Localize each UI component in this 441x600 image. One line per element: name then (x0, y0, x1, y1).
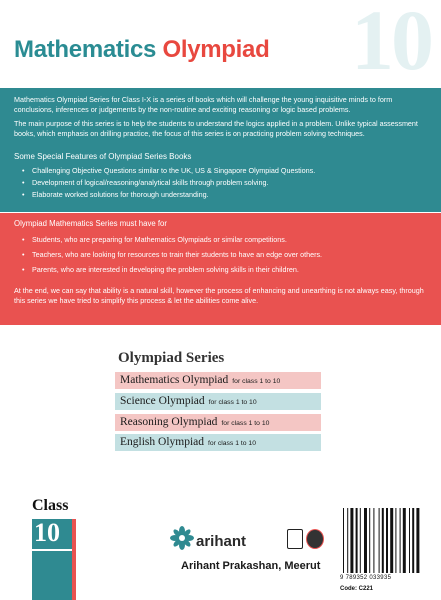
book-title (14, 36, 269, 64)
series-item-english (115, 434, 321, 451)
header (0, 0, 441, 88)
feature-item: • Development of logical/reasoning/analytical skills through problem solving. (22, 178, 422, 188)
intro-section (0, 88, 441, 212)
product-code: Code: C221 (340, 586, 374, 592)
audience-item: • Teachers, who are looking for resources to train their students to have an edge over others. (22, 250, 432, 260)
audience-item: • Parents, who are interested in developing the problem solving skills in their children. (22, 265, 432, 275)
series-item-reasoning (115, 414, 321, 431)
series-book-classes: for class 1 to 10 (232, 378, 281, 385)
series-book-classes: for class 1 to 10 (208, 399, 257, 406)
series-book-name: Science Olympiad (120, 395, 205, 407)
feature-item: • Elaborate worked solutions for thorough understanding. (22, 190, 422, 200)
class-badge (32, 519, 76, 600)
isbn-number: 9 789352 033935 (340, 575, 392, 581)
series-book-name: English Olympiad (120, 436, 205, 448)
audience-item: • Students, who are preparing for Mathematics Olympiads or similar competitions. (22, 235, 432, 245)
title-part-olympiad: Olympiad (162, 36, 270, 63)
series-book-classes: for class 1 to 10 (221, 420, 270, 427)
series-item-science (115, 393, 321, 410)
arihant-flower-icon (170, 526, 194, 550)
class-number: 10 (34, 518, 60, 547)
publisher-logo-text: arihant (196, 533, 247, 550)
closing-paragraph: At the end, we can say that ability is a natural skill, however the process of enhancing and unearthing is not always easy, through this series we have tried to simplify this process & let the abilities come alive. (14, 286, 424, 305)
class-label: Class (32, 497, 69, 514)
audience-title: Olympiad Mathematics Series must have for (14, 219, 167, 228)
audience-section (0, 213, 441, 325)
series-item-mathematics (115, 372, 321, 389)
award-seal-icon (306, 529, 324, 549)
certification-seal-icon (287, 529, 303, 549)
features-list (22, 166, 422, 201)
intro-paragraph-1: Mathematics Olympiad Series for Class I-X is a series of books which will challenge the young inquisitive minds to form conclusions, inferences or judgements by the non-routine and exciting reasoning or logic based problems. (14, 95, 393, 114)
barcode-icon (340, 508, 430, 573)
series-book-classes: for class 1 to 10 (208, 440, 256, 447)
publisher-name: Arihant Prakashan, Meerut (181, 560, 321, 572)
series-book-name: Mathematics Olympiad (120, 374, 229, 386)
audience-list (22, 235, 432, 279)
feature-item: • Challenging Objective Questions similar to the UK, US & Singapore Olympiad Questions. (22, 166, 422, 176)
series-book-name: Reasoning Olympiad (120, 416, 218, 428)
features-title: Some Special Features of Olympiad Series Books (14, 152, 192, 161)
intro-paragraph-2: The main purpose of this series is to help the students to understand the logics applied in a problem. Unlike typical assessment books, which emphasis on drilling practice, the focus of this series is on practicing problem solving techniques. (14, 119, 418, 138)
title-part-mathematics: Mathematics (14, 36, 157, 63)
series-title: Olympiad Series (118, 350, 225, 366)
watermark-number: 10 (351, 0, 431, 88)
